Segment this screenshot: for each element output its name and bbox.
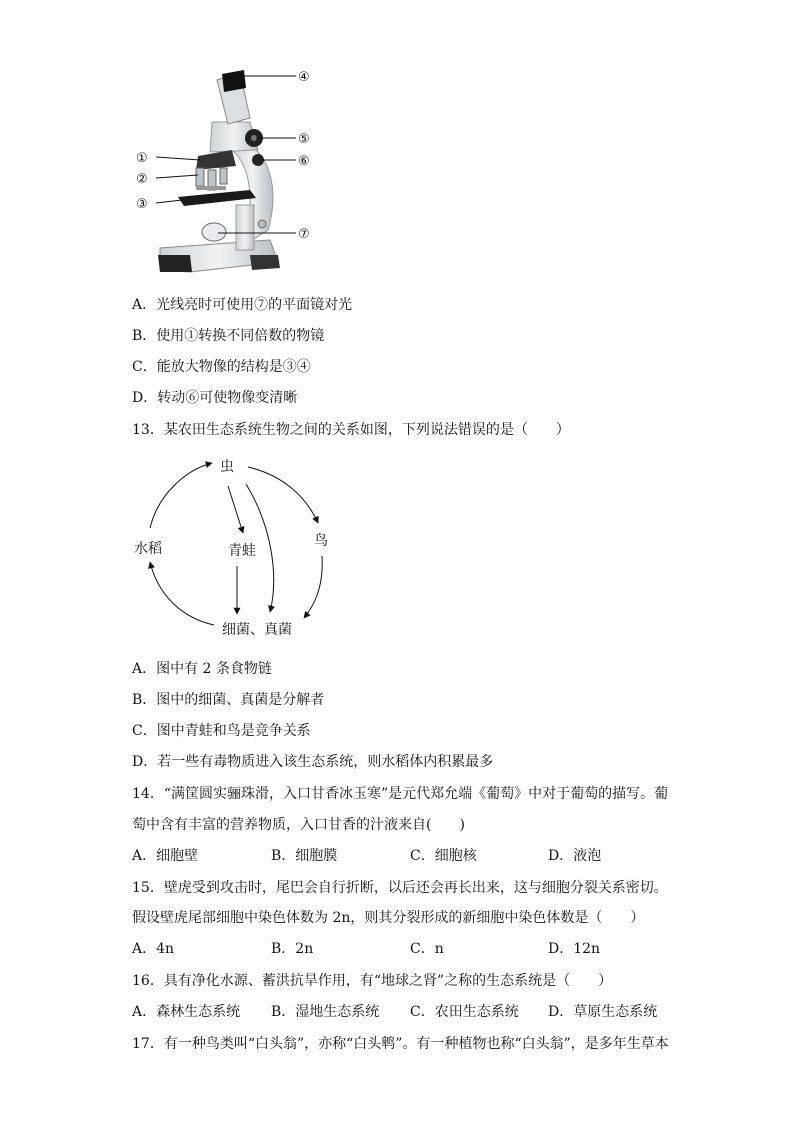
q14-option-a: A．细胞壁 <box>132 848 199 864</box>
arrow-rice-insect <box>150 463 212 528</box>
node-rice: 水稻 <box>134 541 162 557</box>
q15-stem-line2: 假设壁虎尾部细胞中染色体数为 2n，则其分裂形成的新细胞中染色体数是（ ） <box>132 910 645 926</box>
node-decomposers: 细菌、真菌 <box>222 622 292 638</box>
arrow-insect-frog <box>228 486 243 533</box>
callout-2: ② <box>136 172 148 187</box>
q14-option-b: B．细胞膜 <box>271 848 338 864</box>
node-bird: 鸟 <box>314 533 328 549</box>
q12-option-b: B．使用①转换不同倍数的物镜 <box>132 328 325 344</box>
q15-option-c: C．n <box>410 941 444 957</box>
q16-option-d: D．草原生态系统 <box>548 1004 658 1020</box>
q17-stem-line1: 17．有一种鸟类叫“白头翁”，亦称“白头鹎”。有一种植物也称“白头翁”，是多年生草本 <box>132 1036 669 1052</box>
q12-option-a: A．光线亮时可使用⑦的平面镜对光 <box>132 297 353 313</box>
q12-option-c: C．能放大物像的结构是③④ <box>132 359 311 375</box>
arrow-decomposers-rice <box>150 562 214 625</box>
q16-option-b: B．湿地生态系统 <box>271 1004 380 1020</box>
food-web-diagram <box>134 459 328 638</box>
q13-option-a: A．图中有 2 条食物链 <box>132 661 272 677</box>
q14-option-d: D．液泡 <box>548 848 602 864</box>
callout-4: ④ <box>298 70 310 85</box>
q13-option-b: B．图中的细菌、真菌是分解者 <box>132 692 325 708</box>
callout-3: ③ <box>136 197 148 212</box>
callout-7: ⑦ <box>298 227 310 242</box>
q12-option-d: D．转动⑥可使物像变清晰 <box>132 390 298 406</box>
q15-stem-line1: 15．壁虎受到攻击时，尾巴会自行折断，以后还会再长出来，这与细胞分裂关系密切。 <box>132 880 668 896</box>
q15-option-b: B．2n <box>271 941 314 957</box>
q16-stem: 16．具有净化水源、蓄洪抗旱作用，有“地球之肾”之称的生态系统是（ ） <box>132 973 613 989</box>
callout-5: ⑤ <box>298 132 310 147</box>
callout-1: ① <box>136 151 148 166</box>
q14-stem-line2: 萄中含有丰富的营养物质，入口甘香的汁液来自( ) <box>132 817 465 833</box>
q15-option-a: A．4n <box>132 941 175 957</box>
arrow-bird-decomposers <box>304 556 322 618</box>
microscope-figure <box>136 70 310 272</box>
node-frog: 青蛙 <box>228 543 256 559</box>
q13-option-d: D．若一些有毒物质进入该生态系统，则水稻体内积累最多 <box>132 754 494 770</box>
q13-stem: 13．某农田生态系统生物之间的关系如图，下列说法错误的是（ ） <box>132 422 570 438</box>
q15-option-d: D．12n <box>548 941 601 957</box>
callout-6: ⑥ <box>298 154 310 169</box>
node-insect: 虫 <box>220 459 234 475</box>
q16-option-a: A．森林生态系统 <box>132 1004 241 1020</box>
q13-option-c: C．图中青蛙和鸟是竞争关系 <box>132 723 311 739</box>
q14-option-c: C．细胞核 <box>410 848 477 864</box>
q16-option-c: C．农田生态系统 <box>410 1004 519 1020</box>
q14-stem-line1: 14．“满筐圆实骊珠滑，入口甘香冰玉寒”是元代郑允端《葡萄》中对于葡萄的描写。葡 <box>132 786 669 802</box>
arrow-insect-bird <box>248 467 318 523</box>
